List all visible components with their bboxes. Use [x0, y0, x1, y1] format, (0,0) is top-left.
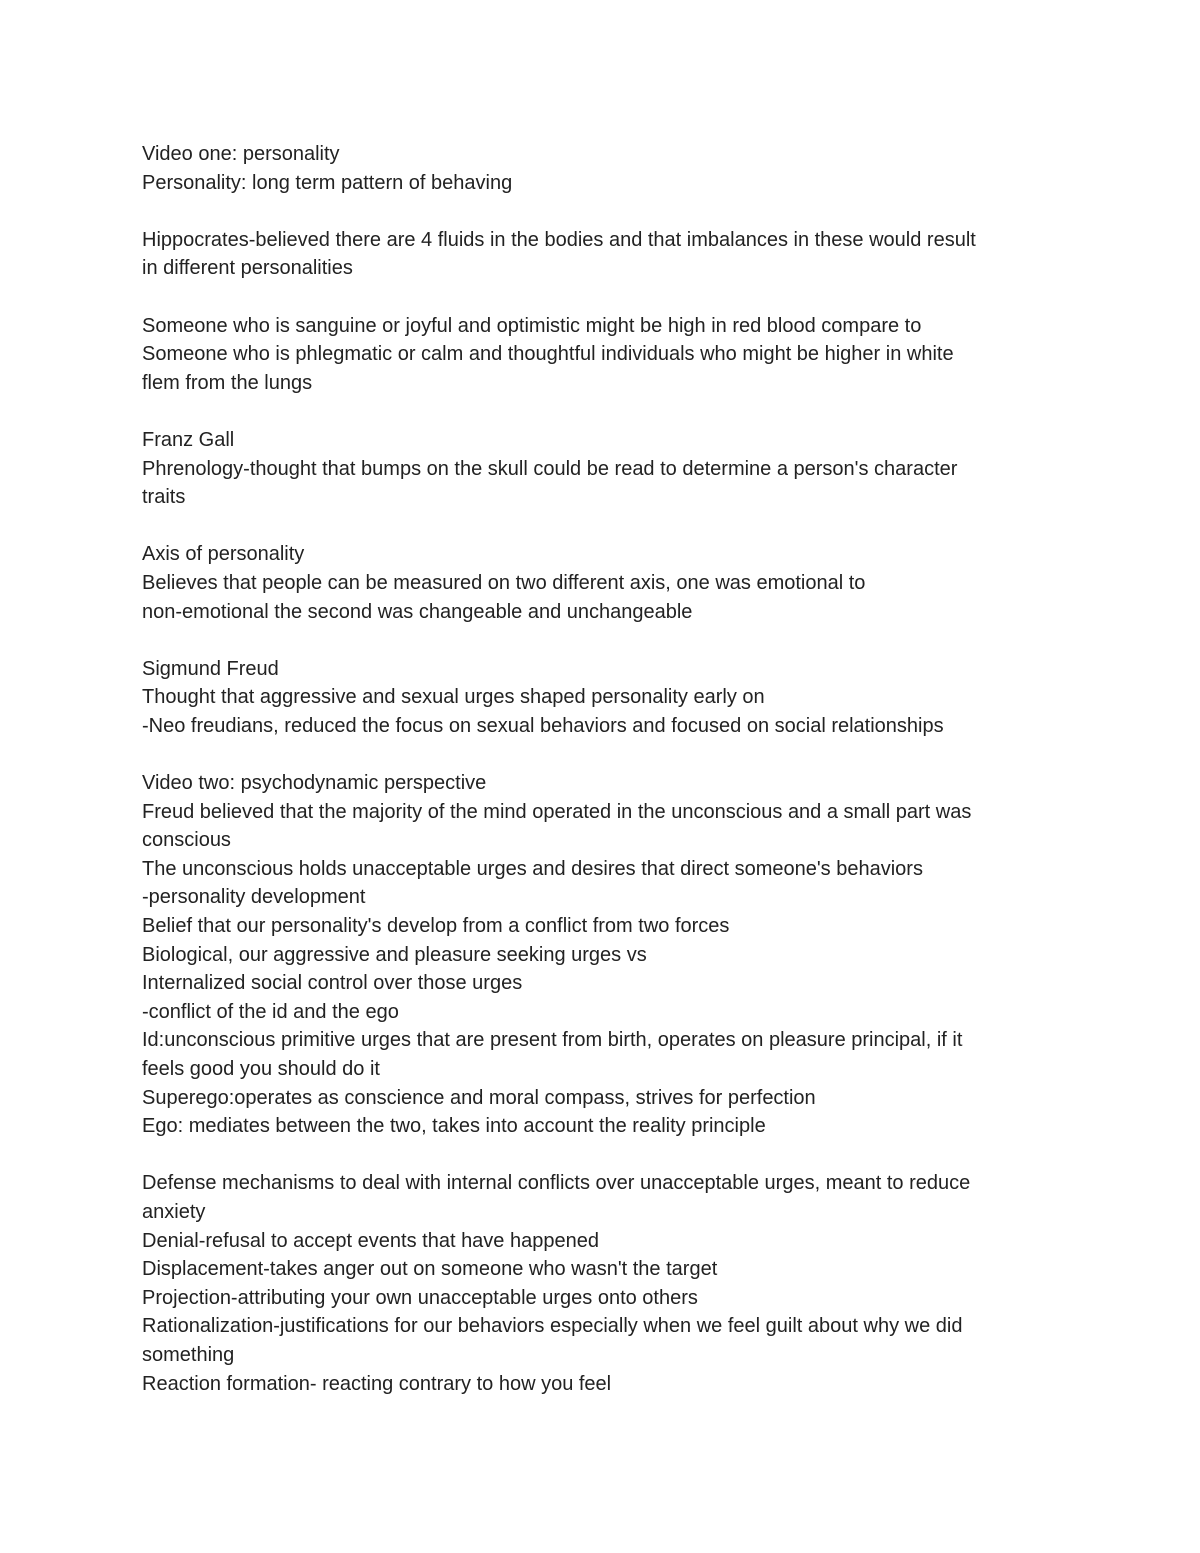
document-body: [142, 140, 1062, 1398]
heading-sigmund-freud: Sigmund Freud: [142, 657, 279, 680]
paragraph: [142, 426, 1062, 512]
text-line: Ego: mediates between the two, takes into account the reality principle: [142, 1115, 766, 1138]
paragraph: [142, 1169, 1062, 1398]
text-line: Belief that our personality's develop from a conflict from two forces: [142, 915, 730, 938]
text-line: Displacement-takes anger out on someone who wasn't the target: [142, 1258, 718, 1281]
paragraph: [142, 655, 1062, 741]
paragraph: [142, 312, 1062, 398]
heading-axis-of-personality: Axis of personality: [142, 543, 305, 566]
paragraph: [142, 769, 1062, 1141]
text-line: traits: [142, 486, 186, 509]
heading-video-one: Video one: personality: [142, 143, 340, 165]
paragraph: [142, 226, 1062, 283]
text-line: -personality development: [142, 886, 366, 909]
text-line: Defense mechanisms to deal with internal conflicts over unacceptable urges, meant to reduce: [142, 1172, 971, 1195]
text-line: Personality: long term pattern of behaving: [142, 171, 513, 194]
paragraph-gap: [142, 1141, 1062, 1170]
paragraph-gap: [142, 740, 1062, 769]
text-line: Superego:operates as conscience and moral compass, strives for perfection: [142, 1086, 816, 1109]
paragraph-gap: [142, 397, 1062, 426]
text-line: Biological, our aggressive and pleasure seeking urges vs: [142, 943, 647, 966]
paragraph-gap: [142, 197, 1062, 226]
paragraph-gap: [142, 283, 1062, 312]
text-line: Someone who is phlegmatic or calm and thoughtful individuals who might be higher in white: [142, 343, 954, 366]
text-line: Projection-attributing your own unacceptable urges onto others: [142, 1286, 698, 1309]
text-line: -conflict of the id and the ego: [142, 1000, 399, 1023]
paragraph: [142, 140, 1062, 197]
text-line: in different personalities: [142, 257, 353, 280]
text-line: non-emotional the second was changeable and unchangeable: [142, 600, 693, 623]
text-line: Id:unconscious primitive urges that are present from birth, operates on pleasure principal, if it: [142, 1029, 963, 1052]
text-line: Reaction formation- reacting contrary to how you feel: [142, 1372, 612, 1395]
heading-video-two: Video two: psychodynamic perspective: [142, 772, 487, 795]
text-line: Phrenology-thought that bumps on the skull could be read to determine a person's character: [142, 457, 958, 480]
text-line: anxiety: [142, 1200, 206, 1223]
text-line: something: [142, 1343, 235, 1366]
text-line: Thought that aggressive and sexual urges shaped personality early on: [142, 686, 765, 709]
text-line: feels good you should do it: [142, 1058, 380, 1080]
paragraph-gap: [142, 512, 1062, 541]
text-line: Believes that people can be measured on two different axis, one was emotional to: [142, 571, 866, 594]
text-line: flem from the lungs: [142, 371, 313, 394]
text-line: Someone who is sanguine or joyful and optimistic might be high in red blood compare to: [142, 314, 922, 337]
heading-franz-gall: Franz Gall: [142, 428, 235, 451]
paragraph-gap: [142, 626, 1062, 655]
text-line: -Neo freudians, reduced the focus on sexual behaviors and focused on social relationships: [142, 714, 944, 737]
text-line: conscious: [142, 829, 231, 852]
text-line: Internalized social control over those urges: [142, 972, 523, 995]
text-line: Freud believed that the majority of the mind operated in the unconscious and a small part was: [142, 800, 972, 823]
text-line: The unconscious holds unacceptable urges and desires that direct someone's behaviors: [142, 857, 923, 880]
paragraph: [142, 540, 1062, 626]
text-line: Rationalization-justifications for our behaviors especially when we feel guilt about why we did: [142, 1315, 963, 1338]
text-line: Hippocrates-believed there are 4 fluids in the bodies and that imbalances in these would result: [142, 228, 976, 251]
text-line: Denial-refusal to accept events that have happened: [142, 1229, 599, 1252]
